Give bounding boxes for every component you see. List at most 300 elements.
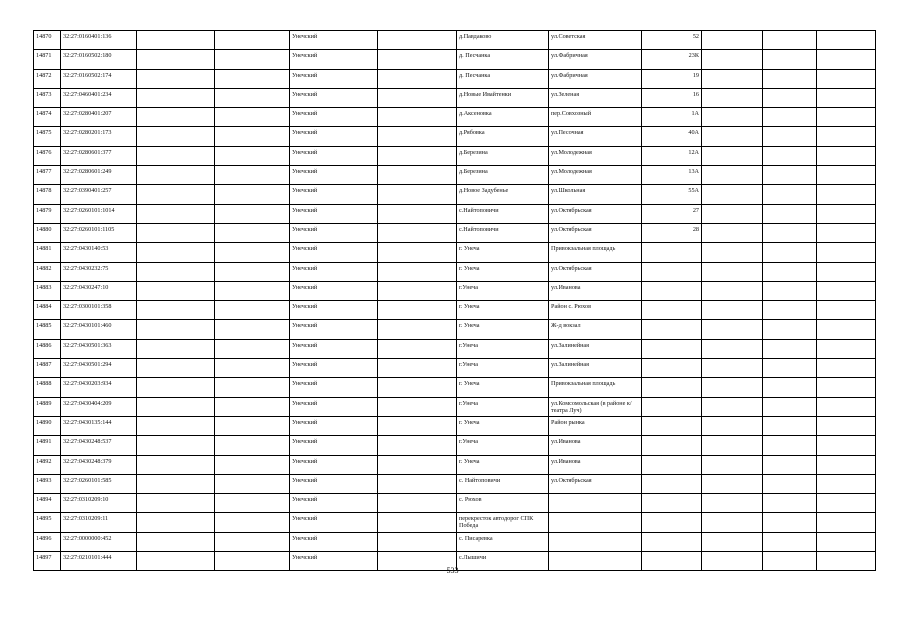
cell-district: Унечский xyxy=(290,494,378,513)
cell-col-12 xyxy=(817,455,876,474)
cell-col-11 xyxy=(763,320,817,339)
cell-col-12 xyxy=(817,69,876,88)
cell-row-number: 14870 xyxy=(34,31,61,50)
cell-col-3 xyxy=(137,262,215,281)
cell-row-number: 14897 xyxy=(34,552,61,571)
cell-cadastral-number: 32:27:0280601:249 xyxy=(61,166,137,185)
cell-col-6 xyxy=(378,88,457,107)
cell-col-10 xyxy=(702,127,763,146)
cell-col-10 xyxy=(702,243,763,262)
cell-house-number xyxy=(642,262,702,281)
cell-settlement: г. Унеча xyxy=(457,378,549,397)
cell-col-3 xyxy=(137,108,215,127)
table-row xyxy=(34,204,876,223)
cell-district: Унечский xyxy=(290,185,378,204)
table-row xyxy=(34,262,876,281)
cell-settlement: с. Рюхов xyxy=(457,494,549,513)
cell-settlement: д.Новое Задубенье xyxy=(457,185,549,204)
cell-district: Унечский xyxy=(290,397,378,416)
cell-row-number: 14893 xyxy=(34,474,61,493)
cell-settlement: перекресток автодорог СПК Победа xyxy=(457,513,549,532)
cell-col-11 xyxy=(763,31,817,50)
cell-col-11 xyxy=(763,88,817,107)
cell-col-4 xyxy=(215,436,290,455)
cell-col-6 xyxy=(378,223,457,242)
cell-col-12 xyxy=(817,397,876,416)
cell-col-11 xyxy=(763,532,817,551)
cell-col-12 xyxy=(817,494,876,513)
cell-district: Унечский xyxy=(290,359,378,378)
cell-col-10 xyxy=(702,31,763,50)
cell-district: Унечский xyxy=(290,166,378,185)
cell-col-3 xyxy=(137,339,215,358)
table-row xyxy=(34,532,876,551)
cell-col-11 xyxy=(763,127,817,146)
cell-district: Унечский xyxy=(290,223,378,242)
cell-house-number xyxy=(642,455,702,474)
cell-col-6 xyxy=(378,494,457,513)
register-table-body xyxy=(34,31,876,571)
cell-house-number xyxy=(642,513,702,532)
cell-street: Ж-д вокзал xyxy=(549,320,642,339)
cell-house-number: 40А xyxy=(642,127,702,146)
cell-col-10 xyxy=(702,378,763,397)
cell-settlement: г. Унеча xyxy=(457,455,549,474)
cell-cadastral-number: 32:27:0280401:207 xyxy=(61,108,137,127)
cell-row-number: 14885 xyxy=(34,320,61,339)
table-row xyxy=(34,378,876,397)
cell-col-11 xyxy=(763,50,817,69)
cell-col-12 xyxy=(817,185,876,204)
cell-street: ул.Комсомольская (в районе к/театра Луч) xyxy=(549,397,642,416)
cell-house-number xyxy=(642,397,702,416)
cell-district: Унечский xyxy=(290,455,378,474)
cell-col-6 xyxy=(378,146,457,165)
cell-col-4 xyxy=(215,166,290,185)
cell-district: Унечский xyxy=(290,320,378,339)
cell-col-6 xyxy=(378,339,457,358)
cell-street: Привокзальная площадь xyxy=(549,243,642,262)
cell-street: ул.Залинейная xyxy=(549,339,642,358)
cell-cadastral-number: 32:27:0430248:537 xyxy=(61,436,137,455)
cell-col-4 xyxy=(215,88,290,107)
cell-row-number: 14891 xyxy=(34,436,61,455)
cell-settlement: г. Унеча xyxy=(457,320,549,339)
table-row xyxy=(34,494,876,513)
cell-col-6 xyxy=(378,378,457,397)
cell-col-6 xyxy=(378,397,457,416)
cell-house-number xyxy=(642,281,702,300)
cell-settlement: г.Унеча xyxy=(457,436,549,455)
cell-col-3 xyxy=(137,494,215,513)
cell-col-12 xyxy=(817,243,876,262)
cell-row-number: 14879 xyxy=(34,204,61,223)
cell-col-3 xyxy=(137,69,215,88)
cell-col-12 xyxy=(817,166,876,185)
cell-cadastral-number: 32:27:0430501:294 xyxy=(61,359,137,378)
cell-col-10 xyxy=(702,146,763,165)
cell-col-6 xyxy=(378,185,457,204)
cell-house-number: 16 xyxy=(642,88,702,107)
cell-col-12 xyxy=(817,108,876,127)
cell-col-6 xyxy=(378,262,457,281)
cell-col-4 xyxy=(215,204,290,223)
cell-cadastral-number: 32:27:0310209:11 xyxy=(61,513,137,532)
cell-settlement: с.Найтоповичи xyxy=(457,204,549,223)
cell-col-11 xyxy=(763,243,817,262)
cell-row-number: 14890 xyxy=(34,416,61,435)
cell-cadastral-number: 32:27:0260101:1105 xyxy=(61,223,137,242)
cell-col-4 xyxy=(215,359,290,378)
cell-col-10 xyxy=(702,223,763,242)
cell-col-10 xyxy=(702,301,763,320)
cell-col-4 xyxy=(215,339,290,358)
cell-col-12 xyxy=(817,50,876,69)
cell-col-11 xyxy=(763,262,817,281)
cell-col-6 xyxy=(378,281,457,300)
cell-col-4 xyxy=(215,513,290,532)
cell-street: ул.Советская xyxy=(549,31,642,50)
cell-col-4 xyxy=(215,127,290,146)
cell-cadastral-number: 32:27:0160502:174 xyxy=(61,69,137,88)
cell-col-6 xyxy=(378,127,457,146)
cell-col-11 xyxy=(763,204,817,223)
cell-col-6 xyxy=(378,474,457,493)
cell-col-11 xyxy=(763,359,817,378)
cell-col-12 xyxy=(817,204,876,223)
cell-col-3 xyxy=(137,146,215,165)
cell-col-4 xyxy=(215,301,290,320)
cell-house-number xyxy=(642,339,702,358)
cell-district: Унечский xyxy=(290,474,378,493)
cell-street: ул.Молодежная xyxy=(549,146,642,165)
cell-settlement: с. Писаревка xyxy=(457,532,549,551)
cell-cadastral-number: 32:27:0460401:234 xyxy=(61,88,137,107)
cell-cadastral-number: 32:27:0300101:358 xyxy=(61,301,137,320)
cell-col-4 xyxy=(215,69,290,88)
cell-settlement: с.Лышичи xyxy=(457,552,549,571)
cell-settlement: д.Березина xyxy=(457,166,549,185)
cell-col-11 xyxy=(763,474,817,493)
cell-col-10 xyxy=(702,166,763,185)
cell-col-11 xyxy=(763,108,817,127)
cell-col-6 xyxy=(378,69,457,88)
cell-row-number: 14896 xyxy=(34,532,61,551)
cell-col-3 xyxy=(137,436,215,455)
cell-col-4 xyxy=(215,474,290,493)
cell-cadastral-number: 32:27:0430248:379 xyxy=(61,455,137,474)
cell-col-6 xyxy=(378,108,457,127)
cell-col-11 xyxy=(763,494,817,513)
cell-col-12 xyxy=(817,281,876,300)
cell-settlement: д.Березина xyxy=(457,146,549,165)
cell-col-4 xyxy=(215,378,290,397)
cell-row-number: 14876 xyxy=(34,146,61,165)
cell-col-12 xyxy=(817,127,876,146)
cell-district: Унечский xyxy=(290,243,378,262)
cell-street xyxy=(549,494,642,513)
cell-col-11 xyxy=(763,146,817,165)
cell-row-number: 14883 xyxy=(34,281,61,300)
cell-cadastral-number: 32:27:0280601:377 xyxy=(61,146,137,165)
cell-street: ул.Песочная xyxy=(549,127,642,146)
cell-col-6 xyxy=(378,513,457,532)
table-row xyxy=(34,88,876,107)
cell-col-10 xyxy=(702,436,763,455)
cell-street xyxy=(549,532,642,551)
table-row xyxy=(34,69,876,88)
cell-col-10 xyxy=(702,50,763,69)
cell-district: Унечский xyxy=(290,301,378,320)
cell-row-number: 14894 xyxy=(34,494,61,513)
cell-house-number: 27 xyxy=(642,204,702,223)
cell-col-6 xyxy=(378,166,457,185)
table-row xyxy=(34,416,876,435)
cell-row-number: 14881 xyxy=(34,243,61,262)
table-row xyxy=(34,127,876,146)
table-row xyxy=(34,223,876,242)
register-table xyxy=(33,30,876,571)
cell-district: Унечский xyxy=(290,339,378,358)
cell-col-6 xyxy=(378,359,457,378)
cell-street: ул.Зеленая xyxy=(549,88,642,107)
cell-row-number: 14873 xyxy=(34,88,61,107)
cell-col-11 xyxy=(763,455,817,474)
cell-col-4 xyxy=(215,50,290,69)
cell-street: ул.Фабричная xyxy=(549,69,642,88)
cell-col-6 xyxy=(378,416,457,435)
cell-col-10 xyxy=(702,359,763,378)
cell-col-11 xyxy=(763,166,817,185)
cell-district: Унечский xyxy=(290,436,378,455)
cell-district: Унечский xyxy=(290,281,378,300)
cell-district: Унечский xyxy=(290,532,378,551)
cell-col-12 xyxy=(817,436,876,455)
cell-col-10 xyxy=(702,320,763,339)
cell-col-4 xyxy=(215,532,290,551)
cell-house-number xyxy=(642,494,702,513)
cell-cadastral-number: 32:27:0160401:136 xyxy=(61,31,137,50)
cell-col-11 xyxy=(763,281,817,300)
cell-col-10 xyxy=(702,262,763,281)
cell-row-number: 14877 xyxy=(34,166,61,185)
cell-district: Унечский xyxy=(290,146,378,165)
cell-col-12 xyxy=(817,262,876,281)
cell-row-number: 14884 xyxy=(34,301,61,320)
cell-district: Унечский xyxy=(290,31,378,50)
cell-row-number: 14892 xyxy=(34,455,61,474)
cell-col-4 xyxy=(215,455,290,474)
cell-street xyxy=(549,513,642,532)
cell-row-number: 14889 xyxy=(34,397,61,416)
cell-cadastral-number: 32:27:0430140:53 xyxy=(61,243,137,262)
cell-col-12 xyxy=(817,88,876,107)
cell-settlement: д. Песчанка xyxy=(457,50,549,69)
cell-col-6 xyxy=(378,436,457,455)
cell-house-number: 19 xyxy=(642,69,702,88)
table-row xyxy=(34,455,876,474)
cell-col-12 xyxy=(817,532,876,551)
cell-col-4 xyxy=(215,494,290,513)
cell-col-12 xyxy=(817,301,876,320)
cell-house-number: 28 xyxy=(642,223,702,242)
cell-col-10 xyxy=(702,339,763,358)
cell-col-3 xyxy=(137,301,215,320)
cell-street: ул.Иванова xyxy=(549,455,642,474)
cell-col-4 xyxy=(215,320,290,339)
cell-col-3 xyxy=(137,474,215,493)
table-row xyxy=(34,359,876,378)
cell-col-4 xyxy=(215,146,290,165)
cell-col-11 xyxy=(763,339,817,358)
page-number: 533 xyxy=(446,566,459,575)
cell-house-number: 13А xyxy=(642,166,702,185)
cell-col-4 xyxy=(215,397,290,416)
cell-col-12 xyxy=(817,416,876,435)
cell-col-3 xyxy=(137,50,215,69)
cell-col-3 xyxy=(137,243,215,262)
cell-district: Унечский xyxy=(290,88,378,107)
cell-col-11 xyxy=(763,378,817,397)
cell-col-11 xyxy=(763,513,817,532)
cell-settlement: г.Унеча xyxy=(457,339,549,358)
cell-col-12 xyxy=(817,320,876,339)
cell-col-11 xyxy=(763,436,817,455)
cell-col-11 xyxy=(763,185,817,204)
cell-house-number xyxy=(642,301,702,320)
table-row xyxy=(34,185,876,204)
table-row xyxy=(34,320,876,339)
cell-col-3 xyxy=(137,320,215,339)
cell-settlement: д. Песчанка xyxy=(457,69,549,88)
cell-col-4 xyxy=(215,243,290,262)
cell-col-4 xyxy=(215,262,290,281)
cell-col-6 xyxy=(378,532,457,551)
cell-settlement: д.Павдаково xyxy=(457,31,549,50)
cell-col-10 xyxy=(702,281,763,300)
cell-house-number: 52 xyxy=(642,31,702,50)
cell-cadastral-number: 32:27:0210101:444 xyxy=(61,552,137,571)
cell-cadastral-number: 32:27:0160502:180 xyxy=(61,50,137,69)
cell-district: Унечский xyxy=(290,513,378,532)
table-row xyxy=(34,339,876,358)
cell-row-number: 14895 xyxy=(34,513,61,532)
cell-cadastral-number: 32:27:0430135:144 xyxy=(61,416,137,435)
cell-district: Унечский xyxy=(290,108,378,127)
cell-district: Унечский xyxy=(290,204,378,223)
cell-col-4 xyxy=(215,281,290,300)
cell-col-11 xyxy=(763,301,817,320)
cell-col-10 xyxy=(702,397,763,416)
cell-house-number xyxy=(642,243,702,262)
cell-col-6 xyxy=(378,50,457,69)
cell-col-6 xyxy=(378,204,457,223)
cell-street: ул.Иванова xyxy=(549,436,642,455)
cell-col-11 xyxy=(763,416,817,435)
cell-street: ул.Школьная xyxy=(549,185,642,204)
cell-settlement: г. Унеча xyxy=(457,243,549,262)
cell-cadastral-number: 32:27:0430404:209 xyxy=(61,397,137,416)
cell-house-number xyxy=(642,436,702,455)
cell-col-10 xyxy=(702,204,763,223)
cell-house-number: 55А xyxy=(642,185,702,204)
cell-col-3 xyxy=(137,127,215,146)
cell-cadastral-number: 32:27:0390401:257 xyxy=(61,185,137,204)
cell-col-3 xyxy=(137,204,215,223)
cell-col-10 xyxy=(702,532,763,551)
cell-street: ул.Октябрьская xyxy=(549,262,642,281)
table-row xyxy=(34,50,876,69)
cell-street: ул.Молодежная xyxy=(549,166,642,185)
cell-row-number: 14886 xyxy=(34,339,61,358)
cell-col-3 xyxy=(137,359,215,378)
cell-col-3 xyxy=(137,281,215,300)
cell-col-10 xyxy=(702,88,763,107)
cell-col-3 xyxy=(137,397,215,416)
cell-col-6 xyxy=(378,243,457,262)
cell-col-4 xyxy=(215,108,290,127)
cell-col-11 xyxy=(763,397,817,416)
cell-col-3 xyxy=(137,378,215,397)
cell-cadastral-number: 32:27:0280201:173 xyxy=(61,127,137,146)
table-row xyxy=(34,436,876,455)
cell-district: Унечский xyxy=(290,552,378,571)
cell-col-12 xyxy=(817,359,876,378)
cell-row-number: 14888 xyxy=(34,378,61,397)
cell-cadastral-number: 32:27:0000000:452 xyxy=(61,532,137,551)
cell-row-number: 14874 xyxy=(34,108,61,127)
cell-col-12 xyxy=(817,146,876,165)
cell-settlement: г. Унеча xyxy=(457,301,549,320)
cell-cadastral-number: 32:27:0430101:460 xyxy=(61,320,137,339)
cell-col-4 xyxy=(215,416,290,435)
cell-settlement: д.Аксеновка xyxy=(457,108,549,127)
cell-col-10 xyxy=(702,455,763,474)
cell-col-12 xyxy=(817,223,876,242)
cell-house-number: 23К xyxy=(642,50,702,69)
cell-settlement: с. Найтоповичи xyxy=(457,474,549,493)
cell-settlement: г.Унеча xyxy=(457,281,549,300)
cell-col-3 xyxy=(137,223,215,242)
cell-col-3 xyxy=(137,532,215,551)
cell-district: Унечский xyxy=(290,69,378,88)
cell-col-3 xyxy=(137,455,215,474)
cell-cadastral-number: 32:27:0260101:1014 xyxy=(61,204,137,223)
cell-street: ул.Иванова xyxy=(549,281,642,300)
cell-cadastral-number: 32:27:0430232:75 xyxy=(61,262,137,281)
table-row xyxy=(34,31,876,50)
cell-col-10 xyxy=(702,474,763,493)
cell-street: ул.Октябрьская xyxy=(549,204,642,223)
cell-col-11 xyxy=(763,69,817,88)
cell-street: ул.Октябрьская xyxy=(549,474,642,493)
cell-col-10 xyxy=(702,185,763,204)
cell-cadastral-number: 32:27:0430203:934 xyxy=(61,378,137,397)
cell-street: Привокзальная площадь xyxy=(549,378,642,397)
cell-cadastral-number: 32:27:0430247:10 xyxy=(61,281,137,300)
cell-house-number xyxy=(642,474,702,493)
cell-col-3 xyxy=(137,88,215,107)
cell-row-number: 14872 xyxy=(34,69,61,88)
table-row xyxy=(34,474,876,493)
cell-col-12 xyxy=(817,31,876,50)
cell-settlement: с.Найтоповичи xyxy=(457,223,549,242)
cell-col-3 xyxy=(137,31,215,50)
table-row xyxy=(34,301,876,320)
cell-house-number xyxy=(642,532,702,551)
cell-col-6 xyxy=(378,301,457,320)
cell-col-10 xyxy=(702,513,763,532)
